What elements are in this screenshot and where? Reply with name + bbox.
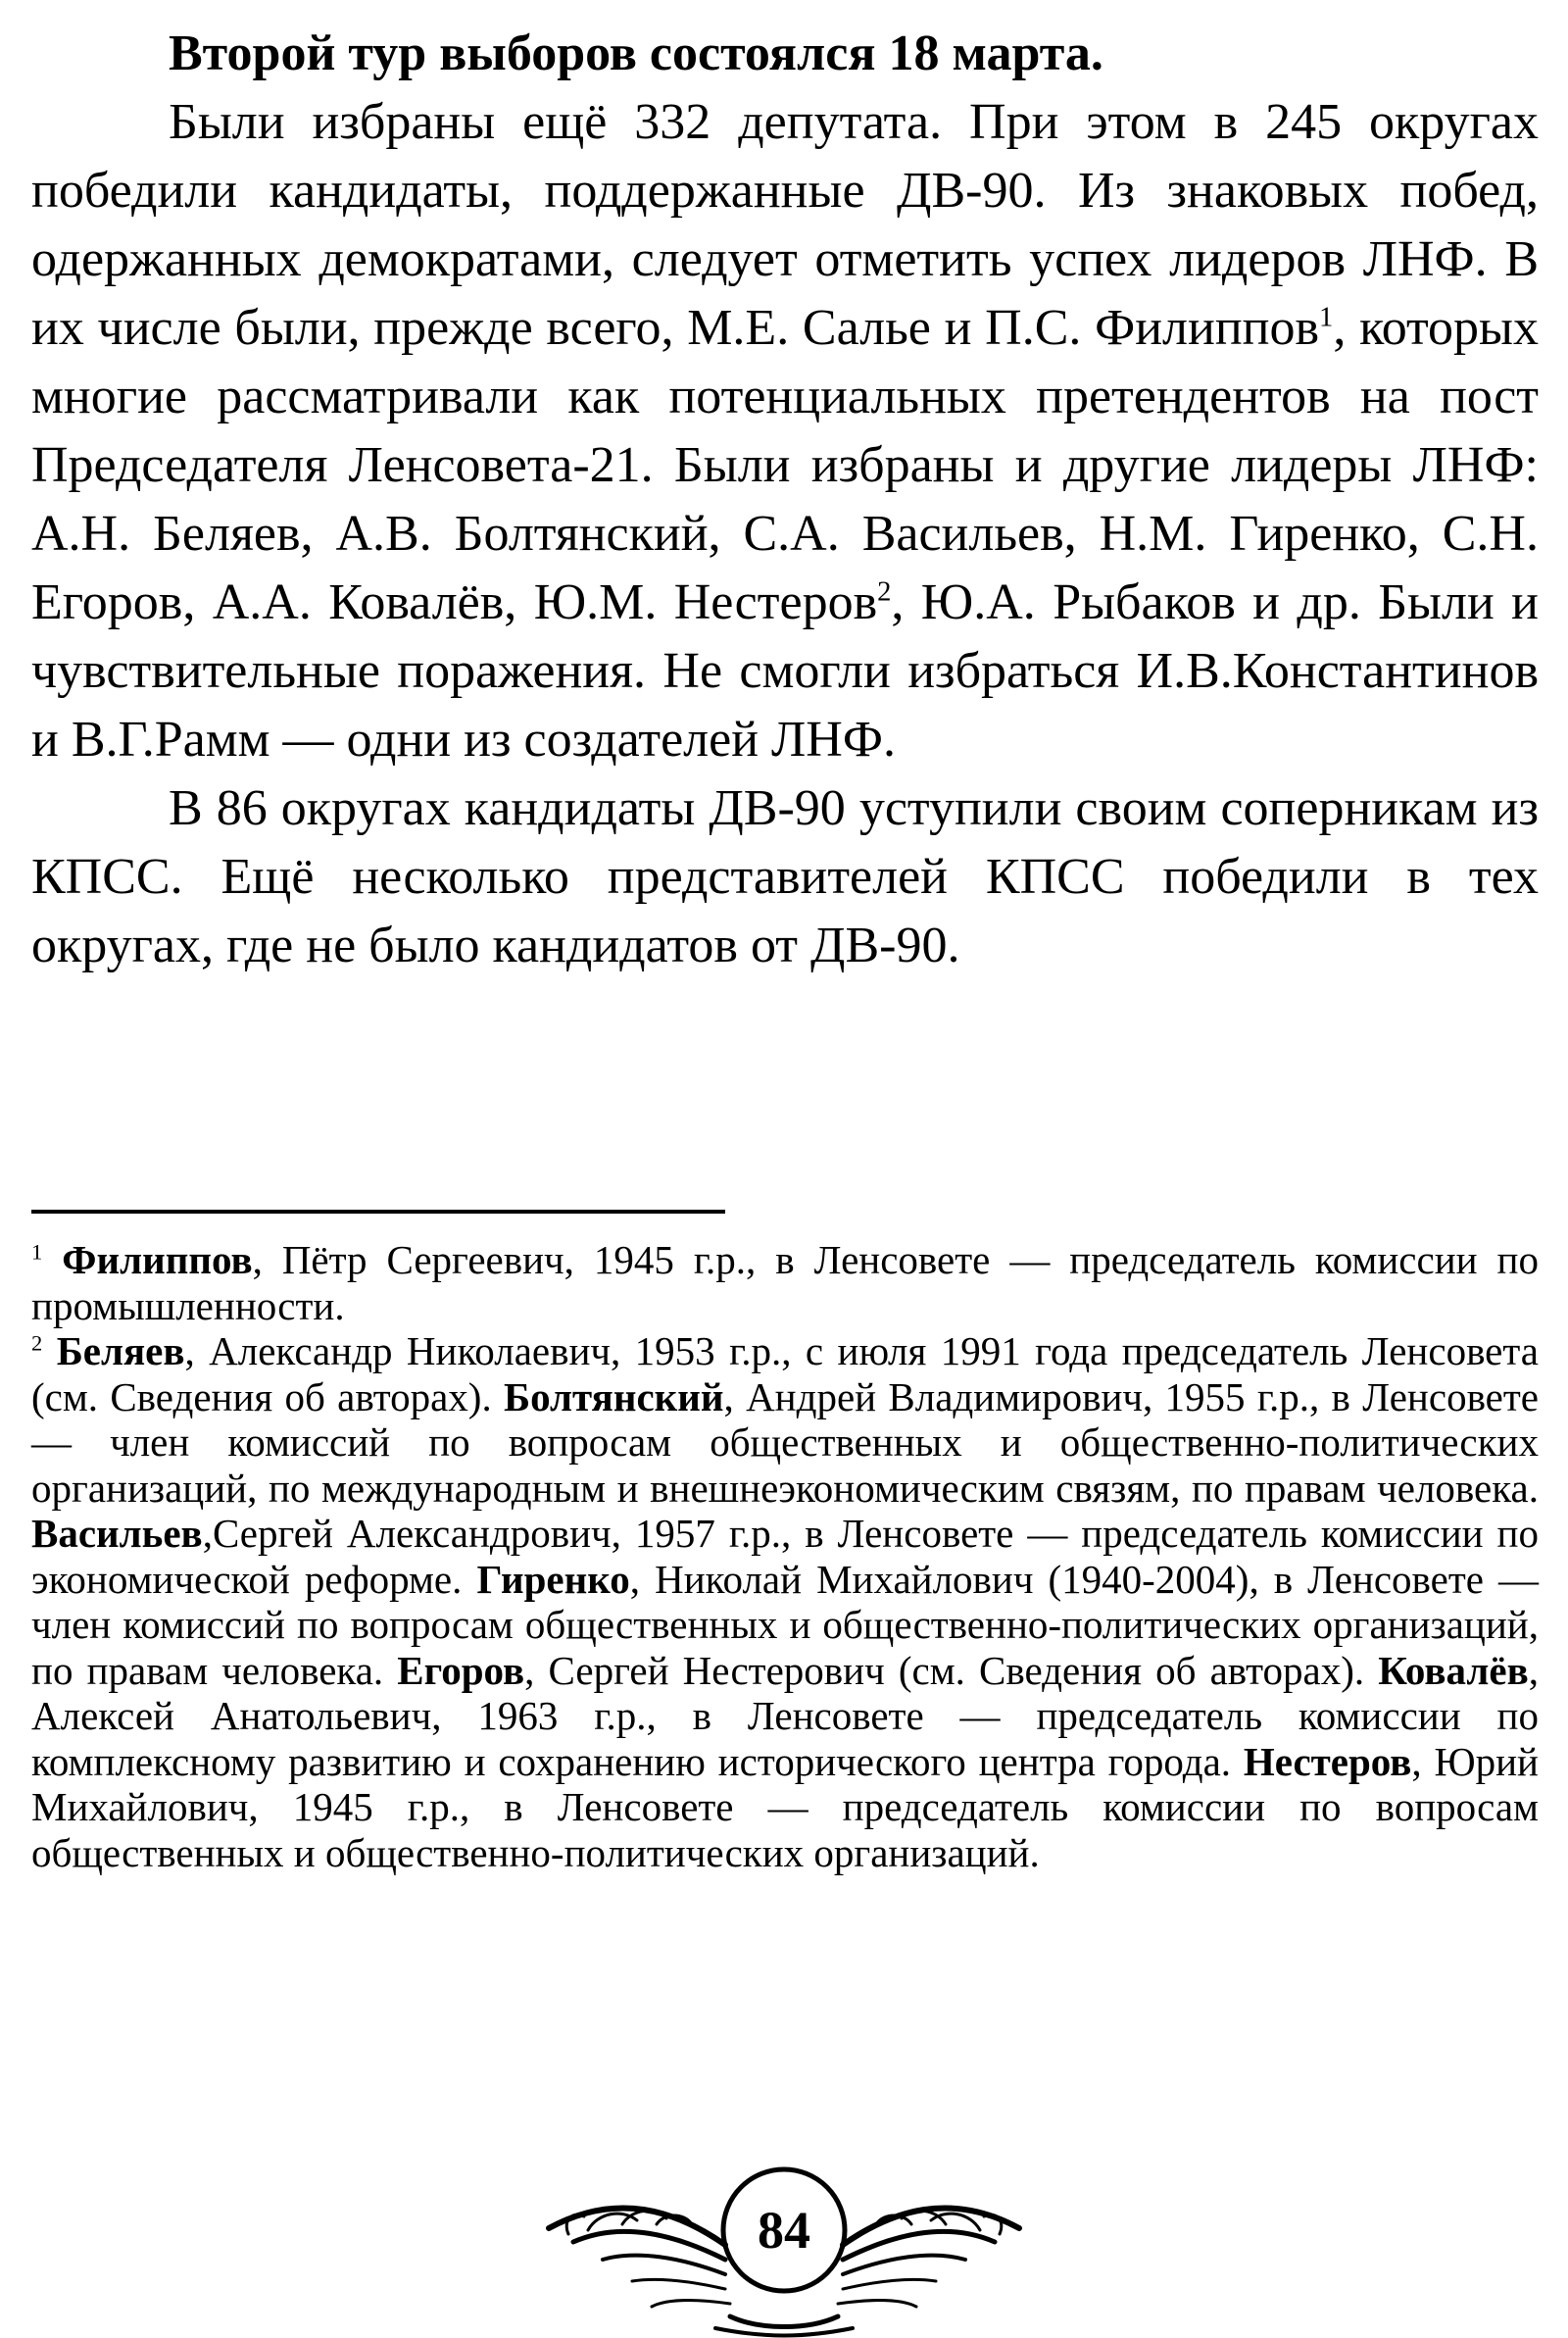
section-heading: Второй тур выборов состоялся 18 марта. [169,25,1103,81]
footnote-1-text: , Пётр Сергеевич, 1945 г.р., в Ленсовете — председатель комиссии по промышленности. [31,1237,1539,1328]
footnote-1-name: Филиппов [62,1237,253,1282]
footnote-2-name-vasiliev: Васильев [31,1511,203,1556]
footnote-ref-2[interactable]: 2 [877,576,892,608]
footnote-2 [31,1328,1539,1875]
paragraph-2: В 86 округах кандидаты ДВ-90 уступили своим соперникам из КПСС. Ещё несколько представителей КПСС победили в тех округах, где не было кандидатов от ДВ-90. [31,780,1539,973]
footnote-2-name-nesterov: Нестеров [1243,1738,1412,1784]
paragraph-1-part-1: Были избраны ещё 332 депутата. При этом в 245 округах победили кандидаты, поддержанные ДВ-90. Из знаковых побед, одержанных демократами, следует отметить успех лидеров ЛНФ. В их числе были, прежде всего, М.Е. Салье и П.С. Филиппов [31,94,1539,356]
footnote-2-text-beliaev: , Александр Николаевич, 1953 г.р., с июля 1991 года председатель Ленсовета (см. Сведения об авторах). [31,1328,1539,1419]
footnote-separator [31,1210,725,1214]
footnote-ref-1[interactable]: 1 [1319,302,1334,333]
paragraph-1-part-2: , которых многие рассматривали как потенциальных претендентов на пост Председателя Ленсовета-21. Были избраны и другие лидеры ЛНФ: А.Н. Беляев, А.В. Болтянский, С.А. Васильев, Н.М. Гиренко, С.Н. Егоров, А.А. Ковалёв, Ю.М. Нестеров [31,300,1539,630]
footnote-2-name-girenko: Гиренко [476,1556,630,1602]
page-number: 84 [758,2201,810,2260]
paragraph-1-part-3: , Ю.А. Рыбаков и др. Были и чувствительные поражения. Не смогли избраться И.В.Константинов и В.Г.Рамм — одни из создателей ЛНФ. [31,574,1539,768]
footnote-1-marker: 1 [31,1239,43,1265]
footnote-2-marker: 2 [31,1330,43,1356]
footnote-2-name-beliaev: Беляев [56,1328,185,1373]
main-text [31,20,1539,980]
footnote-2-text-vasiliev: ,Сергей Александрович, 1957 г.р., в Ленсовете — председатель комиссии по экономической реформе. [31,1511,1539,1602]
paragraph-1 [31,88,1539,774]
footnote-2-name-kovalev: Ковалёв [1378,1647,1529,1693]
footnote-2-text-nesterov: , Юрий Михайлович, 1945 г.р., в Ленсовете — председатель комиссии по вопросам общественных и общественно-политических организаций. [31,1738,1540,1875]
footnote-1 [31,1237,1539,1328]
footnote-2-text-kovalev: , Алексей Анатольевич, 1963 г.р., в Ленсовете — председатель комиссии по комплексному развитию и сохранению исторического центра города. [31,1647,1539,1784]
footnote-2-name-egorov: Егоров [397,1647,525,1693]
footnote-2-text-girenko: , Николай Михайлович (1940-2004), в Ленсовете — член комиссий по вопросам общественных и общественно-политических организаций, по правам человека. [31,1556,1540,1693]
footnotes [31,1237,1539,1875]
footnote-2-text-egorov: , Сергей Нестерович (см. Сведения об авторах). [524,1647,1379,1693]
footnote-2-text-boltyansky: , Андрей Владимирович, 1955 г.р., в Ленсовете — член комиссий по вопросам общественных и общественно-политических организаций, по международным и внешнеэкономическим связям, по правам человека. [31,1373,1539,1511]
footnote-2-name-boltyansky: Болтянский [503,1373,724,1419]
